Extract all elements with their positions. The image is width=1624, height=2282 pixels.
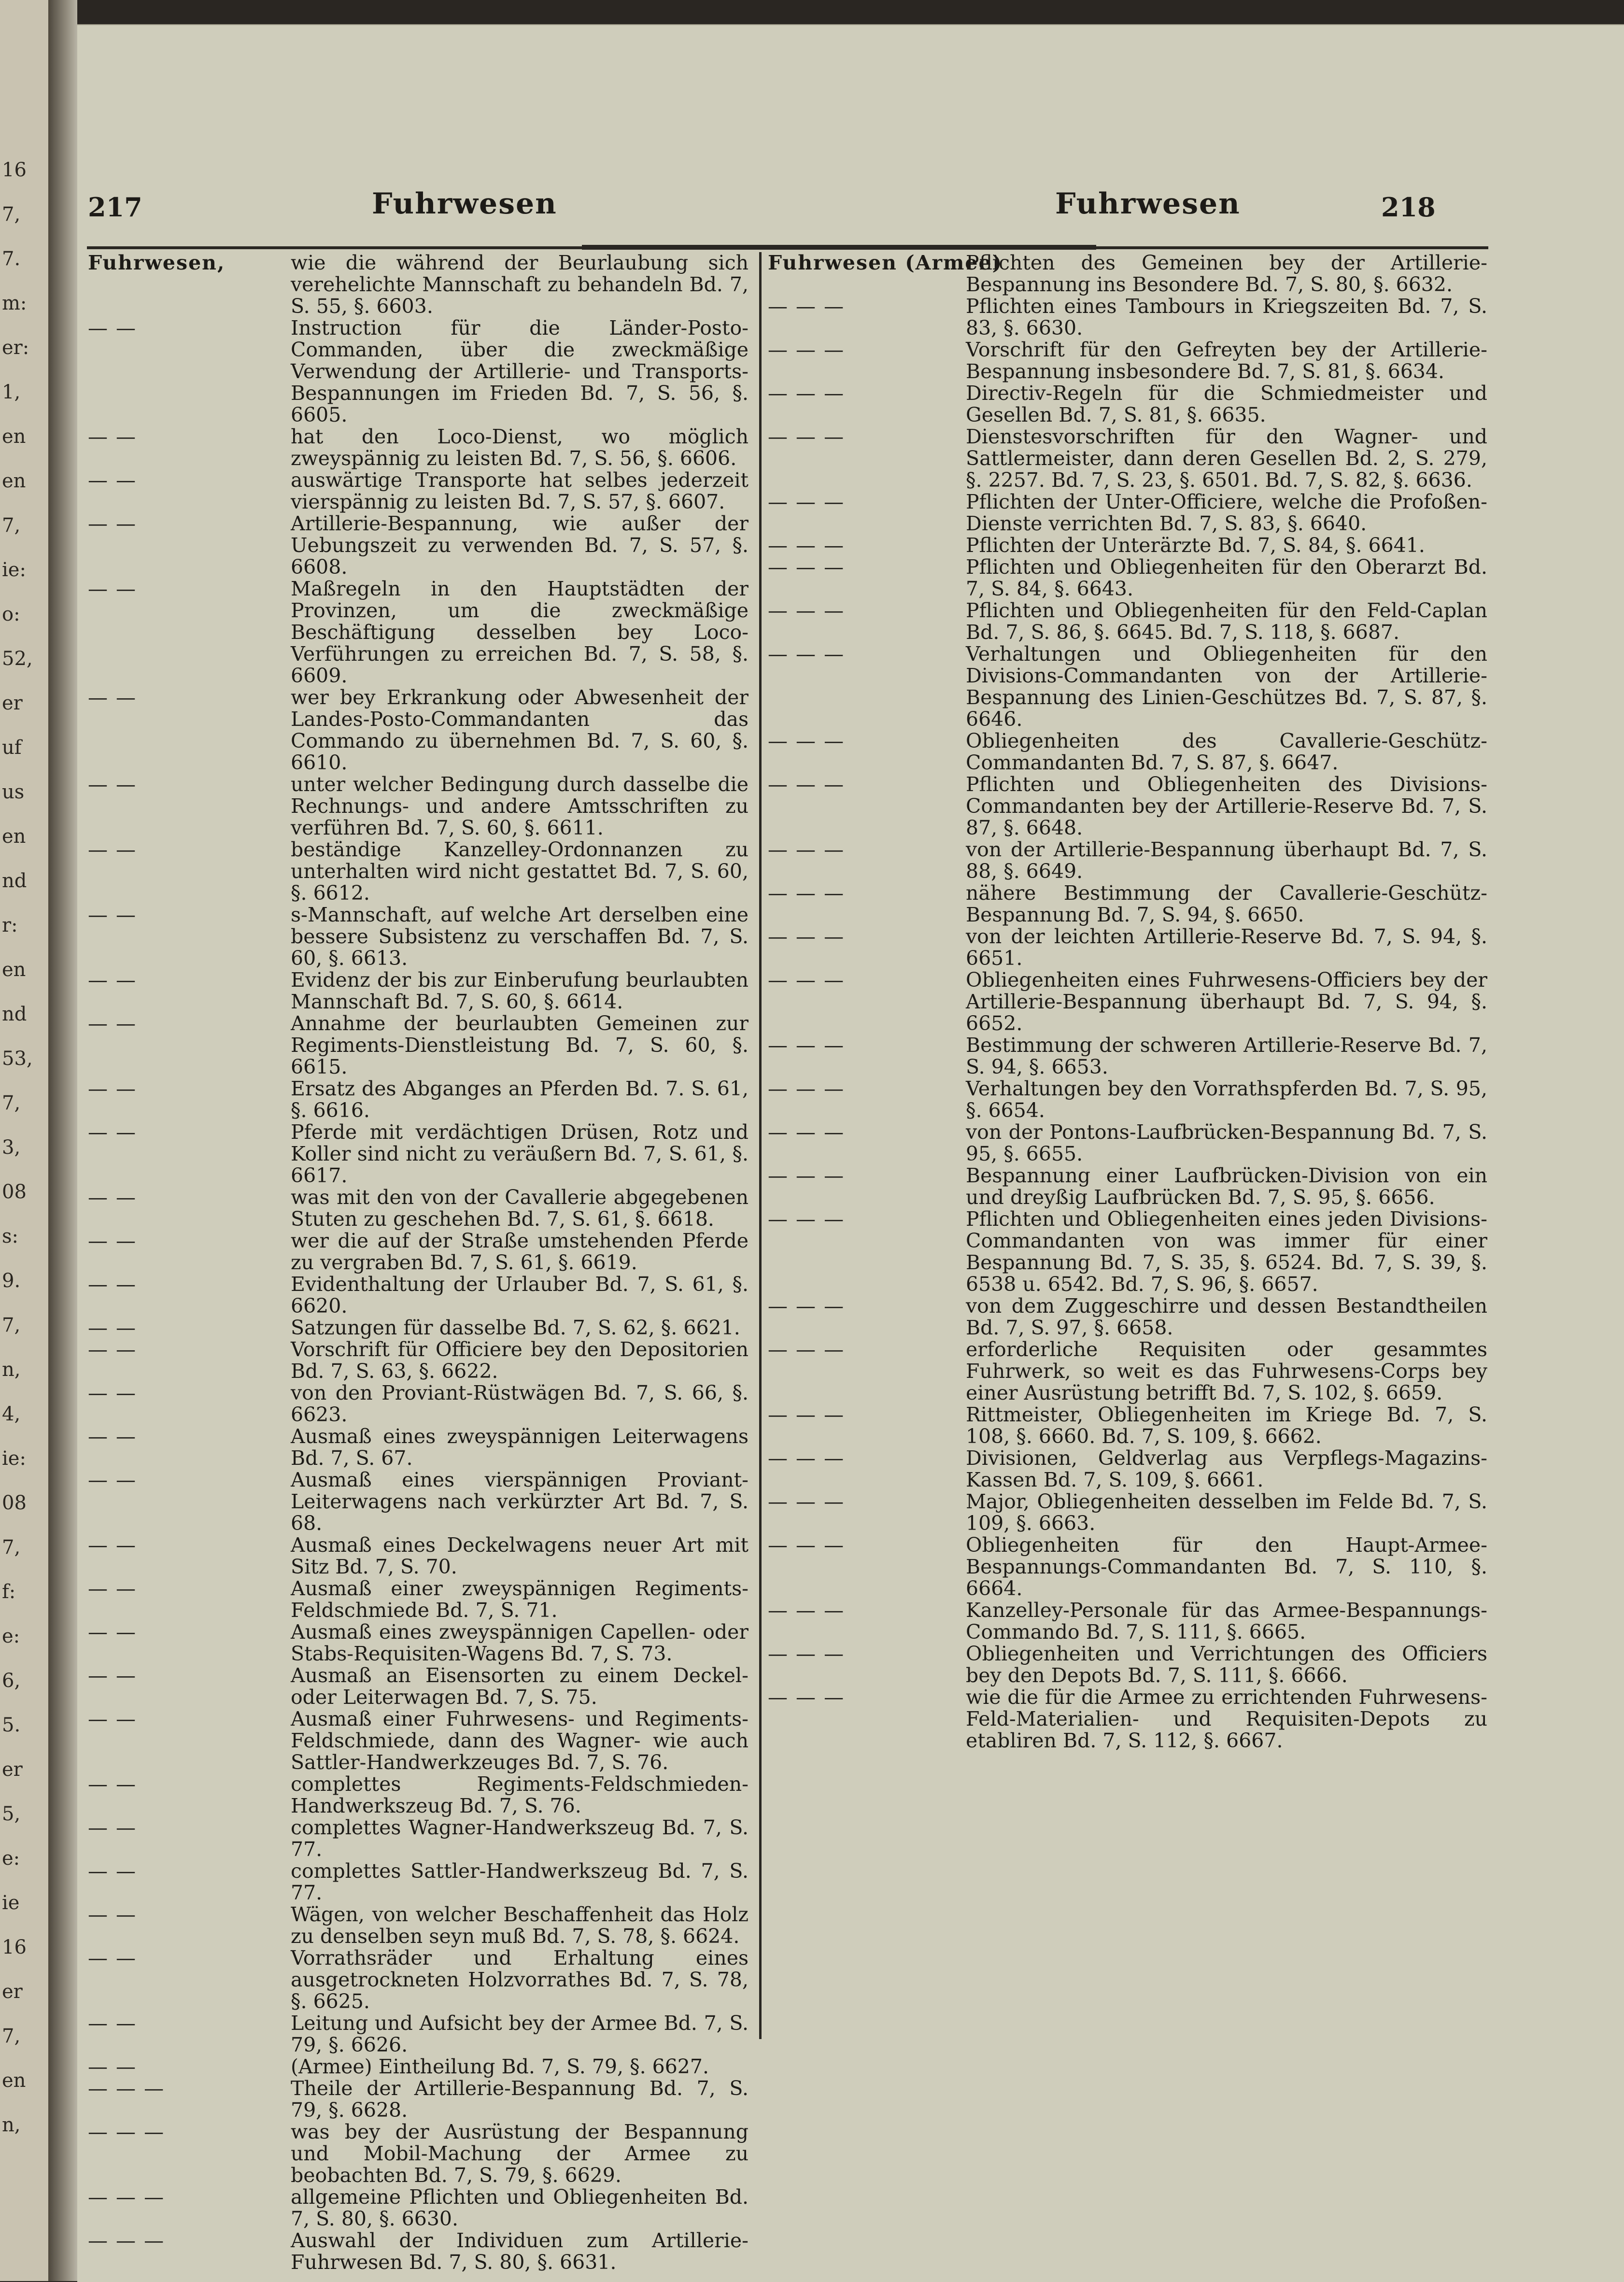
left-column-entry bbox=[88, 1578, 748, 1621]
previous-page-fragment: en bbox=[2, 2070, 26, 2091]
right-column-entry-indent: — — — bbox=[768, 1120, 845, 1144]
left-column-entry-text: Leitung und Aufsicht bey der Armee Bd. 7, S. 79, §. 6626. bbox=[291, 2012, 748, 2056]
right-column-entry bbox=[768, 1208, 1487, 1295]
right-column-entry-text: Obliegenheiten des Cavallerie-Geschütz-Commandanten Bd. 7, S. 87, §. 6647. bbox=[966, 729, 1487, 774]
right-column-entry bbox=[768, 969, 1487, 1035]
right-column-entry-text: Verhaltungen und Obliegenheiten für den Divisions-Commandanten von der Artillerie-Bespannung des Linien-Geschützes Bd. 7, S. 87, §. 6646. bbox=[966, 642, 1487, 731]
left-column-entry-indent: — — bbox=[88, 1707, 137, 1730]
previous-page-fragment: er bbox=[2, 693, 23, 714]
right-column-entry-indent: — — — bbox=[768, 1077, 845, 1100]
right-column-entry bbox=[768, 1600, 1487, 1643]
page-spread bbox=[77, 24, 1624, 2282]
left-column-entry-text: complettes Sattler-Handwerkszeug Bd. 7, S. 77. bbox=[291, 1859, 748, 1904]
previous-page-fragment: 53, bbox=[2, 1048, 33, 1069]
previous-page-fragment: 08 bbox=[2, 1492, 27, 1514]
previous-page-fragment: o: bbox=[2, 604, 20, 625]
right-column-entry bbox=[768, 1447, 1487, 1491]
right-column-entry-indent: — — — bbox=[768, 295, 845, 318]
left-column-entry bbox=[88, 1534, 748, 1578]
right-column-entry bbox=[768, 839, 1487, 882]
previous-page-fragment: 7, bbox=[2, 1315, 21, 1336]
left-column-entry bbox=[88, 1469, 748, 1534]
previous-page-fragment: 16 bbox=[2, 1937, 27, 1958]
right-column-entry-text: nähere Bestimmung der Cavallerie-Geschütz-Bespannung Bd. 7, S. 94, §. 6650. bbox=[966, 881, 1487, 926]
left-column-entry bbox=[88, 839, 748, 904]
right-column-entry-text: Vorschrift für den Gefreyten bey der Artillerie-Bespannung insbesondere Bd. 7, S. 81, §. 6634. bbox=[966, 338, 1487, 383]
left-column-entry-indent: — — bbox=[88, 2012, 137, 2035]
right-column-entry-indent: — — — bbox=[768, 1533, 845, 1557]
left-column-entry-text: Theile der Artillerie-Bespannung Bd. 7, S. 79, §. 6628. bbox=[291, 2077, 748, 2122]
left-column-entry bbox=[88, 1382, 748, 1426]
right-column-entry bbox=[768, 1339, 1487, 1404]
left-column-entry-text: Ausmaß eines zweyspännigen Capellen- oder Stabs-Requisiten-Wagens Bd. 7, S. 73. bbox=[291, 1620, 748, 1665]
right-column-entry bbox=[768, 491, 1487, 535]
left-column-entry bbox=[88, 904, 748, 969]
previous-page-fragment: en bbox=[2, 826, 26, 847]
left-column-entry bbox=[88, 2013, 748, 2056]
right-column-entry-text: Pflichten des Gemeinen bey der Artillerie-Bespannung ins Besondere Bd. 7, S. 80, §. 6632. bbox=[966, 251, 1487, 296]
left-column-entry-text: Auswahl der Individuen zum Artillerie-Fuhrwesen Bd. 7, S. 80, §. 6631. bbox=[291, 2229, 748, 2274]
previous-page-fragment: 7. bbox=[2, 248, 21, 269]
right-column-entry bbox=[768, 1687, 1487, 1752]
previous-page-fragment: en bbox=[2, 426, 26, 447]
right-column-entry bbox=[768, 252, 1487, 296]
right-column-entry-indent: — — — bbox=[768, 1403, 845, 1426]
right-column-entry bbox=[768, 882, 1487, 926]
left-column-entry-text: Instruction für die Länder-Posto-Commanden, über die zweckmäßige Verwendung der Artillerie- und Transports-Bespannungen im Frieden Bd. 7, S. 56, §. 6605. bbox=[291, 316, 748, 426]
left-column-entry-indent: — — bbox=[88, 773, 137, 796]
previous-page-fragment: 7, bbox=[2, 2026, 21, 2047]
right-column-entry-indent: — — — bbox=[768, 881, 845, 905]
right-column-entry-text: Pflichten der Unterärzte Bd. 7, S. 84, §. 6641. bbox=[966, 534, 1425, 557]
right-column-entry-text: Pflichten der Unter-Officiere, welche die Profoßen-Dienste verrichten Bd. 7, S. 83, §. 6640. bbox=[966, 490, 1487, 535]
previous-page-fragment: m: bbox=[2, 293, 27, 314]
previous-page-fragment: er: bbox=[2, 337, 29, 358]
right-column-entry bbox=[768, 1078, 1487, 1121]
left-column-entry-text: von den Proviant-Rüstwägen Bd. 7, S. 66, §. 6623. bbox=[291, 1381, 748, 1426]
right-column-entry-indent: — — — bbox=[768, 338, 845, 361]
left-column-entry-indent: — — bbox=[88, 1664, 137, 1687]
left-column-entry bbox=[88, 1121, 748, 1187]
left-column-entry-indent: — — bbox=[88, 1077, 137, 1100]
right-column-entry bbox=[768, 1121, 1487, 1165]
previous-page-fragment: 7, bbox=[2, 515, 21, 536]
left-column-entry bbox=[88, 317, 748, 426]
left-column-entry-text: Evidenthaltung der Urlauber Bd. 7, S. 61, §. 6620. bbox=[291, 1273, 748, 1318]
right-column-entry-text: Kanzelley-Personale für das Armee-Bespannungs-Commando Bd. 7, S. 111, §. 6665. bbox=[966, 1599, 1487, 1644]
right-column-entry-indent: — — — bbox=[768, 1164, 845, 1187]
left-column-entry-text: Ausmaß an Eisensorten zu einem Deckel- oder Leiterwagen Bd. 7, S. 75. bbox=[291, 1664, 748, 1709]
left-column-entry bbox=[88, 2186, 748, 2230]
right-column-entry bbox=[768, 643, 1487, 730]
left-column-entry-text: allgemeine Pflichten und Obliegenheiten Bd. 7, S. 80, §. 6630. bbox=[291, 2185, 748, 2230]
right-column-entry-text: erforderliche Requisiten oder gesammtes Fuhrwerk, so weit es das Fuhrwesens-Corps bey einer Ausrüstung betrifft Bd. 7, S. 102, §. 6659. bbox=[966, 1338, 1487, 1404]
header-rule-left bbox=[87, 246, 587, 249]
right-column-entry-text: Verhaltungen bey den Vorrathspferden Bd. 7, S. 95, §. 6654. bbox=[966, 1077, 1487, 1122]
left-column-entry-text: Maßregeln in den Hauptstädten der Provinzen, um die zweckmäßige Beschäftigung desselben bey Loco-Verführungen zu erreichen Bd. 7, S. 58, §. 6609. bbox=[291, 577, 748, 687]
left-column-entry-text: Vorrathsräder und Erhaltung eines ausgetrockneten Holzvorrathes Bd. 7, S. 78, §. 6625. bbox=[291, 1946, 748, 2013]
left-column-entry bbox=[88, 774, 748, 839]
right-column-entry-indent: — — — bbox=[768, 599, 845, 622]
left-column-entry-text: Wägen, von welcher Beschaffenheit das Holz zu denselben seyn muß Bd. 7, S. 78, §. 6624. bbox=[291, 1903, 748, 1948]
right-column-entry-indent: — — — bbox=[768, 555, 845, 579]
left-column-entry bbox=[88, 1665, 748, 1708]
left-column-entry bbox=[88, 2230, 748, 2273]
previous-page-fragment: 7, bbox=[2, 1537, 21, 1558]
previous-page-fragment: ie: bbox=[2, 1448, 26, 1469]
left-column-entry-text: Artillerie-Bespannung, wie außer der Uebungszeit zu verwenden Bd. 7, S. 57, §. 6608. bbox=[291, 512, 748, 579]
right-column-entry-indent: — — — bbox=[768, 925, 845, 948]
previous-page-fragment: 16 bbox=[2, 159, 27, 181]
right-column-entry bbox=[768, 535, 1487, 556]
right-column-entry-indent: — — — bbox=[768, 382, 845, 405]
left-column-entry-text: s-Mannschaft, auf welche Art derselben eine bessere Subsistenz zu verschaffen Bd. 7, S. 60, §. 6613. bbox=[291, 903, 748, 970]
previous-page-fragment: s: bbox=[2, 1226, 19, 1247]
left-column-entry-indent: — — bbox=[88, 1425, 137, 1448]
left-column-entry-indent: — — bbox=[88, 2055, 137, 2078]
left-column-entry bbox=[88, 1339, 748, 1382]
previous-page-fragment: 52, bbox=[2, 648, 33, 669]
header-rule-right bbox=[1091, 246, 1488, 249]
left-column-entry bbox=[88, 1817, 748, 1860]
left-column-entry-text: Vorschrift für Officiere bey den Depositorien Bd. 7, S. 63, §. 6622. bbox=[291, 1338, 748, 1383]
left-column-entry-indent: — — bbox=[88, 577, 137, 600]
left-column-entry-text: Pferde mit verdächtigen Drüsen, Rotz und Koller sind nicht zu veräußern Bd. 7, S. 61, §. 6617. bbox=[291, 1120, 748, 1187]
left-column-entry-indent: — — bbox=[88, 1229, 137, 1252]
previous-page-fragment: ie: bbox=[2, 559, 26, 581]
right-column-entry bbox=[768, 774, 1487, 839]
left-column-entry bbox=[88, 969, 748, 1013]
left-column-entry-indent: — — bbox=[88, 425, 137, 448]
right-column bbox=[768, 252, 1487, 1752]
header-rule-center bbox=[582, 245, 1096, 250]
left-column-entry bbox=[88, 687, 748, 774]
left-column-entry-indent: — — bbox=[88, 903, 137, 926]
left-column-entry-indent: — — bbox=[88, 1468, 137, 1491]
left-column-entry-indent: — — bbox=[88, 1772, 137, 1796]
previous-page-fragment: nd bbox=[2, 870, 27, 892]
right-column-entry bbox=[768, 926, 1487, 969]
right-column-entry-indent: — — — bbox=[768, 838, 845, 861]
right-column-entry-text: Bespannung einer Laufbrücken-Division von ein und dreyßig Laufbrücken Bd. 7, S. 95, §. 6656. bbox=[966, 1164, 1487, 1209]
previous-page-fragment: us bbox=[2, 781, 25, 803]
left-column-entry-indent: — — bbox=[88, 1381, 137, 1404]
right-column-entry-text: Dienstesvorschriften für den Wagner- und Sattlermeister, dann deren Gesellen Bd. 2, S. 279, §. 2257. Bd. 7, S. 23, §. 6501. Bd. 7, S. 82, §. 6636. bbox=[966, 425, 1487, 492]
right-column-entry bbox=[768, 1491, 1487, 1534]
right-column-entry bbox=[768, 1404, 1487, 1447]
right-column-entry-indent: — — — bbox=[768, 773, 845, 796]
previous-page-fragment: 5, bbox=[2, 1803, 21, 1825]
right-column-entry-text: von der Pontons-Laufbrücken-Bespannung Bd. 7, S. 95, §. 6655. bbox=[966, 1120, 1487, 1165]
previous-page-edge bbox=[0, 0, 51, 2281]
right-column-entry-indent: — — — bbox=[768, 642, 845, 666]
left-column-entry-text: wie die während der Beurlaubung sich verehelichte Mannschaft zu behandeln Bd. 7, S. 55, §. 6603. bbox=[291, 251, 748, 318]
right-column-entry-text: Pflichten und Obliegenheiten für den Oberarzt Bd. 7, S. 84, §. 6643. bbox=[966, 555, 1487, 600]
left-column-entry-indent: — — bbox=[88, 968, 137, 992]
right-running-head: Fuhrwesen bbox=[1055, 187, 1241, 221]
previous-page-fragment: 7, bbox=[2, 1092, 21, 1114]
left-column-entry bbox=[88, 1230, 748, 1274]
previous-page-fragment: e: bbox=[2, 1848, 20, 1869]
right-column-entry-indent: — — — bbox=[768, 1034, 845, 1057]
previous-page-fragment: 08 bbox=[2, 1181, 27, 1203]
right-column-entry-indent: — — — bbox=[768, 534, 845, 557]
right-column-entry bbox=[768, 1165, 1487, 1208]
left-column bbox=[88, 252, 748, 2273]
left-column-entry bbox=[88, 1773, 748, 1817]
left-column-entry bbox=[88, 513, 748, 578]
left-column-entry-indent: — — bbox=[88, 1120, 137, 1144]
right-column-entry bbox=[768, 339, 1487, 383]
right-column-entry-indent: Fuhrwesen (Armee) bbox=[768, 251, 1003, 274]
left-column-entry bbox=[88, 1317, 748, 1339]
right-column-entry bbox=[768, 556, 1487, 600]
left-column-entry bbox=[88, 1708, 748, 1773]
left-column-entry-indent: — — bbox=[88, 512, 137, 535]
left-column-entry-text: Ausmaß einer Fuhrwesens- und Regiments-Feldschmiede, dann des Wagner- wie auch Sattler-Handwerkzeuges Bd. 7, S. 76. bbox=[291, 1707, 748, 1774]
previous-page-fragment: 7, bbox=[2, 204, 21, 225]
right-column-entry-text: von der Artillerie-Bespannung überhaupt Bd. 7, S. 88, §. 6649. bbox=[966, 838, 1487, 883]
left-column-entry-indent: Fuhrwesen, bbox=[88, 251, 226, 274]
left-column-entry-indent: — — bbox=[88, 1533, 137, 1557]
right-column-entry-indent: — — — bbox=[768, 968, 845, 992]
previous-page-fragment: ie bbox=[2, 1892, 20, 1913]
left-column-entry bbox=[88, 1947, 748, 2013]
right-column-entry-text: Directiv-Regeln für die Schmiedmeister und Gesellen Bd. 7, S. 81, §. 6635. bbox=[966, 382, 1487, 426]
right-column-entry-text: von der leichten Artillerie-Reserve Bd. 7, S. 94, §. 6651. bbox=[966, 925, 1487, 970]
right-column-entry-indent: — — — bbox=[768, 1642, 845, 1665]
right-column-entry-text: Obliegenheiten und Verrichtungen des Officiers bey den Depots Bd. 7, S. 111, §. 6666. bbox=[966, 1642, 1487, 1687]
left-column-entry-text: Ersatz des Abganges an Pferden Bd. 7. S. 61, §. 6616. bbox=[291, 1077, 748, 1122]
left-column-entry-indent: — — — bbox=[88, 2185, 165, 2209]
right-column-entry-text: Pflichten eines Tambours in Kriegszeiten Bd. 7, S. 83, §. 6630. bbox=[966, 295, 1487, 340]
left-column-entry-text: auswärtige Transporte hat selbes jederzeit vierspännig zu leisten Bd. 7, S. 57, §. 6607. bbox=[291, 468, 748, 513]
left-column-entry-text: Evidenz der bis zur Einberufung beurlaubten Mannschaft Bd. 7, S. 60, §. 6614. bbox=[291, 968, 748, 1013]
previous-page-fragment: uf bbox=[2, 737, 22, 758]
left-column-entry-text: complettes Regiments-Feldschmieden-Handwerkszeug Bd. 7, S. 76. bbox=[291, 1772, 748, 1817]
left-column-entry-text: hat den Loco-Dienst, wo möglich zweyspännig zu leisten Bd. 7, S. 56, §. 6606. bbox=[291, 425, 748, 470]
previous-page-fragment: 9. bbox=[2, 1270, 21, 1291]
left-running-head: Fuhrwesen bbox=[372, 187, 557, 221]
left-column-entry bbox=[88, 2078, 748, 2121]
previous-page-fragment: f: bbox=[2, 1581, 16, 1602]
left-column-entry-text: beständige Kanzelley-Ordonnanzen zu unterhalten wird nicht gestattet Bd. 7, S. 60, §. 6612. bbox=[291, 838, 748, 905]
left-column-entry-indent: — — bbox=[88, 1903, 137, 1926]
left-column-entry-indent: — — bbox=[88, 316, 137, 340]
previous-page-fragment: 5. bbox=[2, 1715, 21, 1736]
left-column-entry bbox=[88, 1860, 748, 1904]
right-column-entry bbox=[768, 600, 1487, 643]
left-column-entry bbox=[88, 1621, 748, 1665]
right-column-entry-indent: — — — bbox=[768, 1338, 845, 1361]
left-column-entry-indent: — — — bbox=[88, 2229, 165, 2252]
right-column-entry-text: Divisionen, Geldverlag aus Verpflegs-Magazins-Kassen Bd. 7, S. 109, §. 6661. bbox=[966, 1446, 1487, 1491]
right-column-entry-indent: — — — bbox=[768, 490, 845, 513]
left-column-entry bbox=[88, 426, 748, 469]
previous-page-fragment: n, bbox=[2, 1359, 21, 1380]
previous-page-fragment: nd bbox=[2, 1004, 27, 1025]
left-column-entry-indent: — — bbox=[88, 468, 137, 492]
previous-page-fragment: en bbox=[2, 959, 26, 980]
right-column-entry-text: Pflichten und Obliegenheiten eines jeden Divisions-Commandanten von was immer für einer Bespannung Bd. 7, S. 35, §. 6524. Bd. 7, S. 39, §. 6538 u. 6542. Bd. 7, S. 96, §. 6657. bbox=[966, 1207, 1487, 1296]
left-column-entry-indent: — — bbox=[88, 1338, 137, 1361]
previous-page-fragment: n, bbox=[2, 2114, 21, 2136]
left-column-entry-text: Satzungen für dasselbe Bd. 7, S. 62, §. 6621. bbox=[291, 1316, 740, 1339]
left-column-entry-indent: — — bbox=[88, 686, 137, 709]
column-divider bbox=[759, 252, 762, 2039]
left-column-entry-text: was bey der Ausrüstung der Bespannung und Mobil-Machung der Armee zu beobachten Bd. 7, S. 79, §. 6629. bbox=[291, 2120, 748, 2187]
left-column-entry bbox=[88, 1078, 748, 1121]
right-column-entry-indent: — — — bbox=[768, 1686, 845, 1709]
right-column-entry-text: Obliegenheiten für den Haupt-Armee-Bespannungs-Commandanten Bd. 7, S. 110, §. 6664. bbox=[966, 1533, 1487, 1600]
left-column-entry-indent: — — bbox=[88, 838, 137, 861]
right-column-entry-text: wie die für die Armee zu errichtenden Fuhrwesens-Feld-Materialien- und Requisiten-Depots zu etabliren Bd. 7, S. 112, §. 6667. bbox=[966, 1686, 1487, 1752]
left-column-entry bbox=[88, 469, 748, 513]
left-column-entry bbox=[88, 1426, 748, 1469]
left-column-entry-text: Annahme der beurlaubten Gemeinen zur Regiments-Dienstleistung Bd. 7, S. 60, §. 6615. bbox=[291, 1012, 748, 1078]
right-column-entry-text: von dem Zuggeschirre und dessen Bestandtheilen Bd. 7, S. 97, §. 6658. bbox=[966, 1294, 1487, 1339]
left-column-entry-text: Ausmaß eines vierspännigen Proviant-Leiterwagens nach verkürzter Art Bd. 7, S. 68. bbox=[291, 1468, 748, 1535]
left-column-entry-indent: — — bbox=[88, 1816, 137, 1839]
left-column-entry bbox=[88, 1013, 748, 1078]
previous-page-fragment: e: bbox=[2, 1626, 20, 1647]
previous-page-fragment: 6, bbox=[2, 1670, 21, 1691]
left-column-entry-text: was mit den von der Cavallerie abgegebenen Stuten zu geschehen Bd. 7, S. 61, §. 6618. bbox=[291, 1186, 748, 1231]
right-column-entry-text: Bestimmung der schweren Artillerie-Reserve Bd. 7, S. 94, §. 6653. bbox=[966, 1034, 1487, 1078]
right-page-number: 218 bbox=[1381, 192, 1436, 223]
left-column-entry-text: Ausmaß einer zweyspännigen Regiments-Feldschmiede Bd. 7, S. 71. bbox=[291, 1577, 748, 1622]
previous-page-fragment: r: bbox=[2, 915, 18, 936]
right-column-entry-text: Major, Obliegenheiten desselben im Felde Bd. 7, S. 109, §. 6663. bbox=[966, 1490, 1487, 1535]
previous-page-fragment: 1, bbox=[2, 382, 21, 403]
left-column-entry-text: wer bey Erkrankung oder Abwesenheit der Landes-Posto-Commandanten das Commando zu übernehmen Bd. 7, S. 60, §. 6610. bbox=[291, 686, 748, 774]
left-column-entry bbox=[88, 1274, 748, 1317]
left-column-entry bbox=[88, 1904, 748, 1947]
right-column-entry-indent: — — — bbox=[768, 1599, 845, 1622]
previous-page-fragment: 4, bbox=[2, 1403, 21, 1425]
previous-page-fragment: er bbox=[2, 1981, 23, 2002]
right-column-entry-indent: — — — bbox=[768, 1207, 845, 1231]
right-column-entry-indent: — — — bbox=[768, 1490, 845, 1513]
left-column-entry-indent: — — bbox=[88, 1316, 137, 1339]
right-column-entry bbox=[768, 296, 1487, 339]
left-column-entry bbox=[88, 252, 748, 317]
right-column-entry-text: Pflichten und Obliegenheiten des Divisions-Commandanten bey der Artillerie-Reserve Bd. 7, S. 87, §. 6648. bbox=[966, 773, 1487, 839]
left-column-entry bbox=[88, 2056, 748, 2078]
left-column-entry-text: complettes Wagner-Handwerkszeug Bd. 7, S. 77. bbox=[291, 1816, 748, 1861]
left-column-entry-indent: — — bbox=[88, 1577, 137, 1600]
left-column-entry-indent: — — bbox=[88, 1620, 137, 1644]
left-column-entry-text: (Armee) Eintheilung Bd. 7, S. 79, §. 6627. bbox=[291, 2055, 709, 2078]
left-column-entry-text: Ausmaß eines Deckelwagens neuer Art mit Sitz Bd. 7, S. 70. bbox=[291, 1533, 748, 1578]
right-column-entry-indent: — — — bbox=[768, 1446, 845, 1470]
right-column-entry bbox=[768, 1643, 1487, 1687]
left-column-entry-text: unter welcher Bedingung durch dasselbe die Rechnungs- und andere Amtsschriften zu verführen Bd. 7, S. 60, §. 6611. bbox=[291, 773, 748, 839]
right-column-entry-indent: — — — bbox=[768, 425, 845, 448]
right-column-entry-text: Obliegenheiten eines Fuhrwesens-Officiers bey der Artillerie-Bespannung überhaupt Bd. 7, S. 94, §. 6652. bbox=[966, 968, 1487, 1035]
right-column-entry bbox=[768, 1295, 1487, 1339]
right-column-entry-indent: — — — bbox=[768, 729, 845, 752]
left-column-entry bbox=[88, 578, 748, 687]
book-gutter bbox=[48, 0, 77, 2281]
previous-page-fragment: 3, bbox=[2, 1137, 21, 1158]
left-column-entry-indent: — — — bbox=[88, 2077, 165, 2100]
left-page-number: 217 bbox=[88, 192, 142, 223]
left-column-entry-indent: — — bbox=[88, 1859, 137, 1883]
left-column-entry-text: wer die auf der Straße umstehenden Pferde zu vergraben Bd. 7, S. 61, §. 6619. bbox=[291, 1229, 748, 1274]
right-column-entry bbox=[768, 730, 1487, 774]
left-column-entry-indent: — — — bbox=[88, 2120, 165, 2143]
left-column-entry bbox=[88, 1187, 748, 1230]
left-column-entry-indent: — — bbox=[88, 1273, 137, 1296]
right-column-entry-indent: — — — bbox=[768, 1294, 845, 1318]
left-column-entry-text: Ausmaß eines zweyspännigen Leiterwagens Bd. 7, S. 67. bbox=[291, 1425, 748, 1470]
right-column-entry bbox=[768, 1035, 1487, 1078]
right-column-entry-text: Rittmeister, Obliegenheiten im Kriege Bd. 7, S. 108, §. 6660. Bd. 7, S. 109, §. 6662. bbox=[966, 1403, 1487, 1448]
previous-page-fragment: er bbox=[2, 1759, 23, 1780]
left-column-entry-indent: — — bbox=[88, 1012, 137, 1035]
left-column-entry-indent: — — bbox=[88, 1186, 137, 1209]
left-column-entry-indent: — — bbox=[88, 1946, 137, 1970]
right-column-entry bbox=[768, 426, 1487, 491]
right-column-entry bbox=[768, 383, 1487, 426]
right-column-entry-text: Pflichten und Obliegenheiten für den Feld-Caplan Bd. 7, S. 86, §. 6645. Bd. 7, S. 118, §. 6687. bbox=[966, 599, 1487, 644]
previous-page-fragment: en bbox=[2, 470, 26, 492]
left-column-entry bbox=[88, 2121, 748, 2186]
right-column-entry bbox=[768, 1534, 1487, 1600]
